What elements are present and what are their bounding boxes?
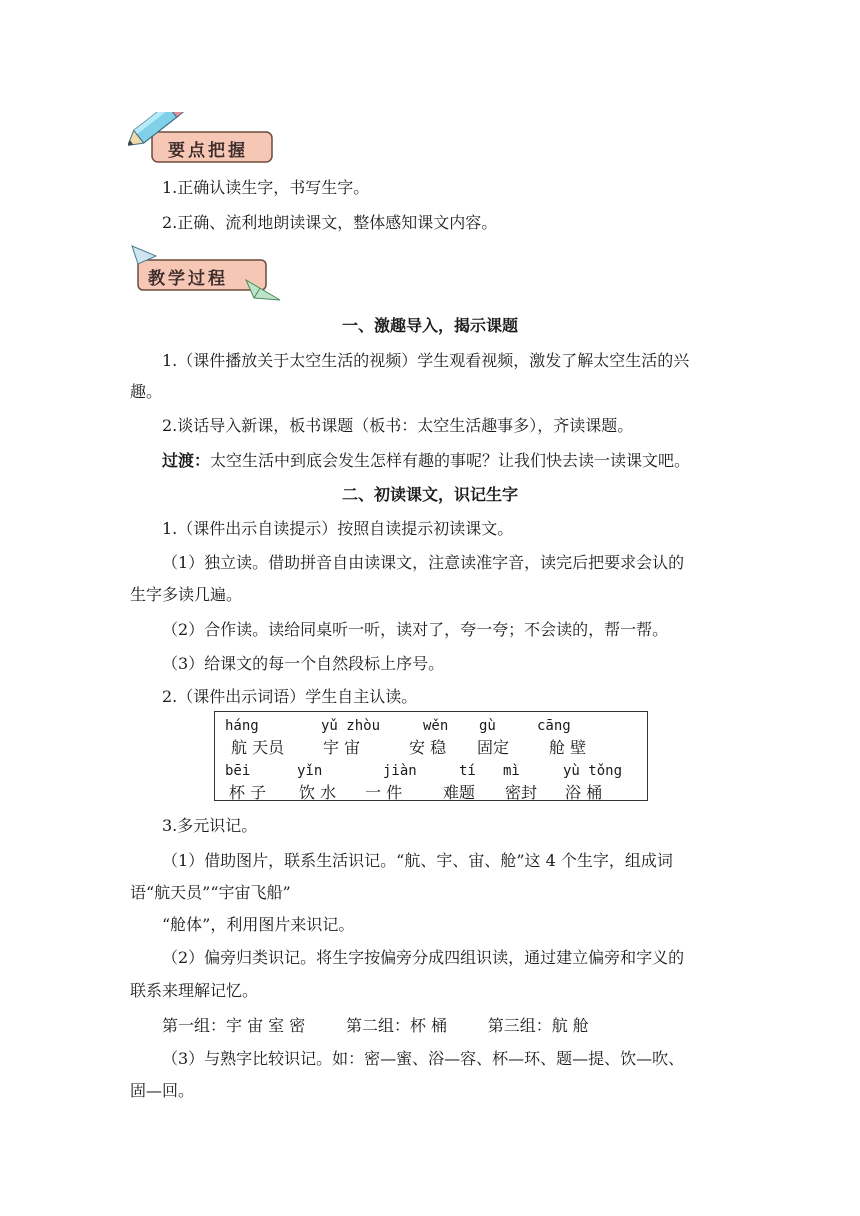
section-2-p2: 2.（课件出示词语）学生自主认读。 bbox=[162, 687, 418, 706]
method-3-line1: （3）与熟字比较识记。如：密—蜜、浴—容、杯—环、题—提、饮—吹、 bbox=[162, 1049, 685, 1068]
word-mifeng: 密封 bbox=[505, 783, 538, 802]
word-yinshui: 饮 水 bbox=[299, 783, 337, 802]
transition-label: 过渡： bbox=[162, 451, 211, 470]
section-1-title: 一、激趣导入，揭示课题 bbox=[341, 316, 518, 335]
key-points-badge-label: 要点把握 bbox=[168, 141, 248, 161]
transition-text: 太空生活中到底会发生怎样有趣的事呢？让我们快去读一读课文吧。 bbox=[210, 451, 691, 470]
key-points-badge bbox=[128, 112, 278, 167]
method-2-line2: 联系来理解记忆。 bbox=[130, 981, 259, 1000]
pinyin-jian: jiàn bbox=[383, 763, 417, 779]
word-nanti: 难题 bbox=[443, 783, 476, 802]
objective-1: 1.正确认读生字，书写生字。 bbox=[162, 178, 370, 197]
section-2-p1: 1.（课件出示自读提示）按照自读提示初读课文。 bbox=[162, 519, 514, 538]
step-3: （3）给课文的每一个自然段标上序号。 bbox=[162, 654, 445, 673]
method-1-line2: 语“航天员”“宇宙飞船” bbox=[130, 883, 291, 902]
method-3-line2: 固—回。 bbox=[130, 1081, 195, 1100]
pinyin-gu: gù bbox=[479, 718, 496, 734]
section-1-transition bbox=[162, 451, 690, 471]
method-1-line3: “舱体”，利用图片来识记。 bbox=[162, 915, 355, 934]
word-cangbi: 舱 壁 bbox=[549, 738, 587, 757]
word-guding: 固定 bbox=[477, 738, 510, 757]
radical-groups: 第一组：宇 宙 室 密 第二组：杯 桶 第三组：航 舱 bbox=[162, 1016, 589, 1035]
word-hangtianyuan: 航 天员 bbox=[231, 738, 285, 757]
pinyin-yin: yǐn bbox=[297, 763, 323, 779]
pinyin-yutong: yù tǒng bbox=[563, 763, 623, 779]
word-anwen: 安 稳 bbox=[409, 738, 447, 757]
pinyin-hang: háng bbox=[225, 718, 259, 734]
word-yijian: 一 件 bbox=[365, 783, 403, 802]
pinyin-yuzhou: yǔ zhòu bbox=[321, 718, 381, 734]
pinyin-ti: tí bbox=[459, 763, 476, 779]
step-1-line1: （1）独立读。借助拼音自由读课文，注意读准字音，读完后把要求会认的 bbox=[162, 553, 685, 572]
method-2-line1: （2）偏旁归类识记。将生字按偏旁分成四组识读，通过建立偏旁和字义的 bbox=[162, 948, 685, 967]
objective-2: 2.正确、流利地朗读课文，整体感知课文内容。 bbox=[162, 213, 498, 232]
vocabulary-box bbox=[214, 711, 648, 801]
section-2-title: 二、初读课文，识记生字 bbox=[341, 485, 518, 504]
pinyin-bei: bēi bbox=[225, 763, 251, 779]
word-yutong: 浴 桶 bbox=[565, 783, 603, 802]
step-2: （2）合作读。读给同桌听一听，读对了，夸一夸；不会读的，帮一帮。 bbox=[162, 620, 669, 639]
step-1-line2: 生字多读几遍。 bbox=[130, 585, 243, 604]
word-yuzhou: 宇 宙 bbox=[323, 738, 361, 757]
section-2-p3: 3.多元识记。 bbox=[162, 816, 258, 835]
teaching-process-badge-label: 教学过程 bbox=[148, 269, 228, 289]
section-1-p2: 2.谈话导入新课，板书课题（板书：太空生活趣事多），齐读课题。 bbox=[162, 416, 634, 435]
section-1-p1-line2: 趣。 bbox=[130, 382, 163, 401]
teaching-process-badge bbox=[128, 242, 283, 304]
pinyin-mi: mì bbox=[503, 763, 520, 779]
pinyin-cang: cāng bbox=[537, 718, 571, 734]
word-beizi: 杯 子 bbox=[229, 783, 267, 802]
section-1-p1-line1: 1.（课件播放关于太空生活的视频）学生观看视频，激发了解太空生活的兴 bbox=[162, 351, 690, 370]
method-1-line1: （1）借助图片，联系生活识记。“航、宇、宙、舱”这 4 个生字，组成词 bbox=[162, 851, 673, 870]
pinyin-wen: wěn bbox=[423, 718, 449, 734]
